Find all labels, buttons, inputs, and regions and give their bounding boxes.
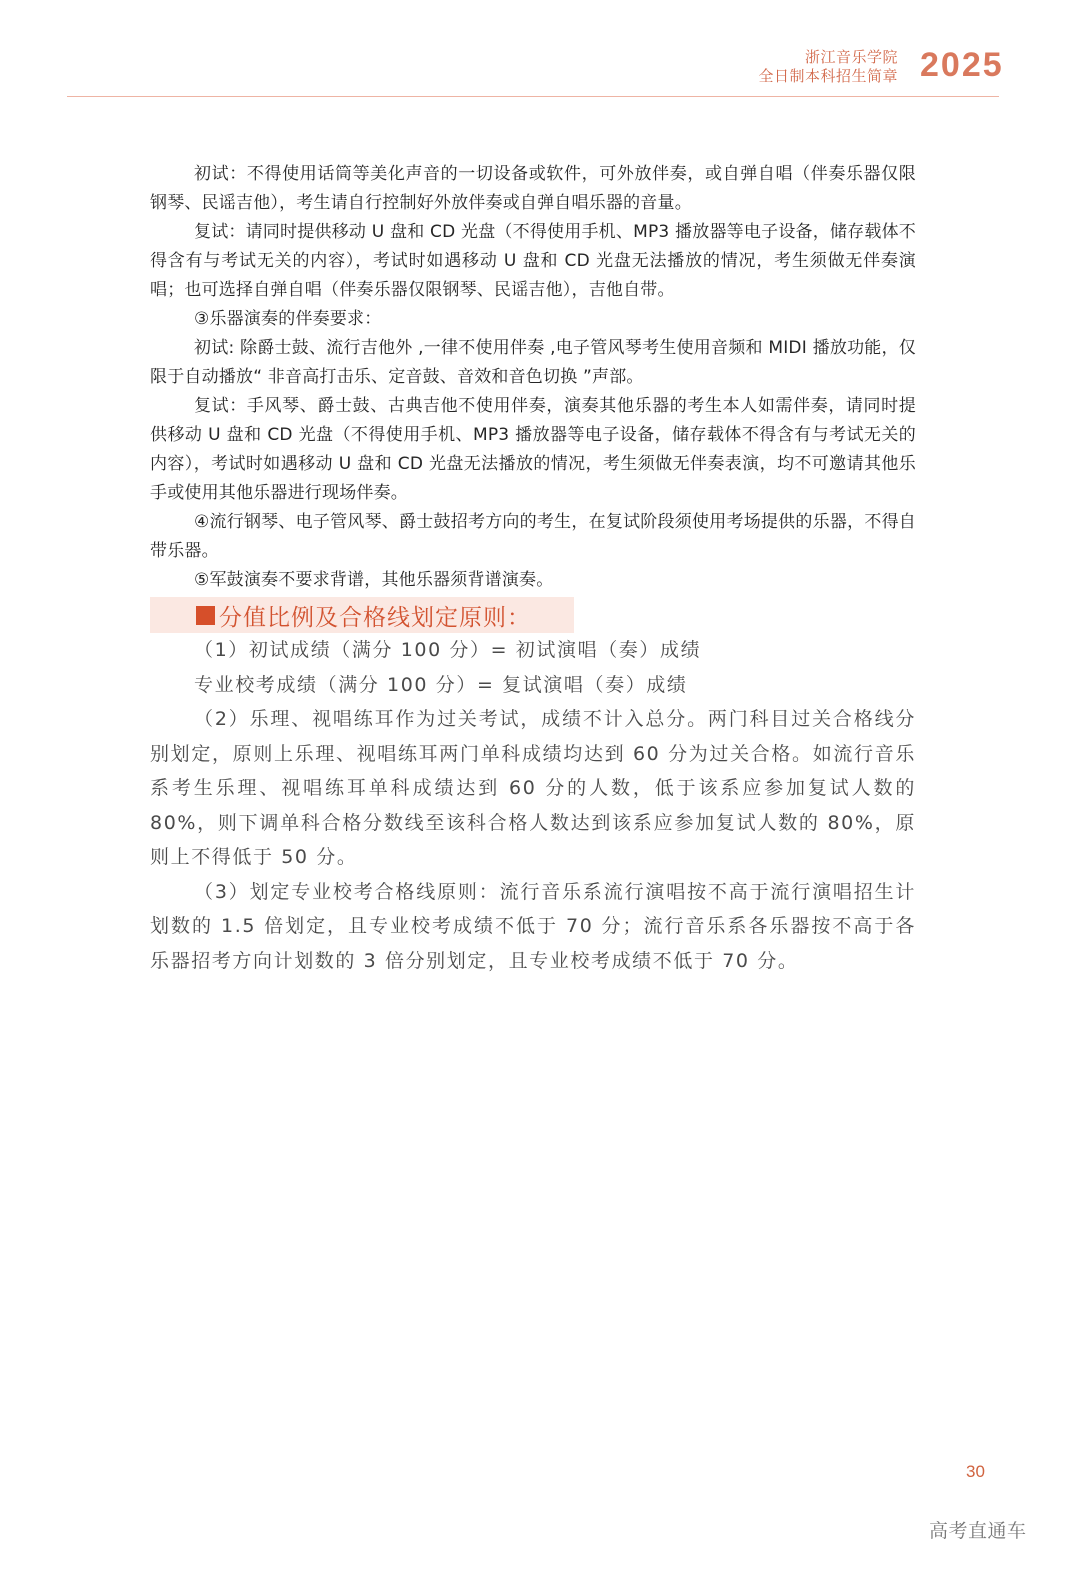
paragraph-theory-pass-line: （2）乐理、视唱练耳作为过关考试，成绩不计入总分。两门科目过关合格线分别划定，原则上乐理、视唱练耳两门单科成绩均达到 60 分为过关合格。如流行音乐系考生乐理、视唱练耳单科成绩达到 60 分的人数，低于该系应参加复试人数的 80%，则下调单科合格分数线至该科合格人数达到该系应参加复试人数的 80%，原则上不得低于 50 分。 [150,708,916,868]
paragraph-professional-score: 专业校考成绩（满分 100 分）= 复试演唱（奏）成绩 [194,673,688,696]
page-number: 30 [966,1462,985,1481]
scoring-rules [150,633,916,978]
header-year: 2025 [920,46,1004,84]
paragraph-retest-vocal: 复试：请同时提供移动 U 盘和 CD 光盘（不得使用手机、MP3 播放器等电子设备，储存载体不得含有与考试无关的内容），考试时如遇移动 U 盘和 CD 光盘无法播放的情况，考生须做无伴奏演唱；也可选择自弹自唱（伴奏乐器仅限钢琴、民谣吉他），吉他自带。 [150,222,916,300]
paragraph-pass-line-principle: （3）划定专业校考合格线原则：流行音乐系流行演唱按不高于流行演唱招生计划数的 1.5 倍划定，且专业校考成绩不低于 70 分；流行音乐系各乐器按不高于各乐器招考方向计划数的 3 倍分别划定，且专业校考成绩不低于 70 分。 [150,880,916,972]
section-heading [150,597,574,633]
section-heading-text: 分值比例及合格线划定原则： [219,604,531,631]
paragraph-memorization: ⑤军鼓演奏不要求背谱，其他乐器须背谱演奏。 [194,570,554,590]
paragraph-prelim-instrument: 初试: 除爵士鼓、流行吉他外 ,一律不使用伴奏 ,电子管风琴考生使用音频和 MIDI 播放功能，仅限于自动播放“ 非音高打击乐、定音鼓、音效和音色切换 ”声部。 [150,338,916,387]
paragraph-prelim-score: （1）初试成绩（满分 100 分）= 初试演唱（奏）成绩 [194,639,702,661]
paragraph-retest-instrument: 复试：手风琴、爵士鼓、古典吉他不使用伴奏，演奏其他乐器的考生本人如需伴奏，请同时提供移动 U 盘和 CD 光盘（不得使用手机、MP3 播放器等电子设备，储存载体不得含有与考试无关的内容），考试时如遇移动 U 盘和 CD 光盘无法播放的情况，考生须做无伴奏表演，均不可邀请其他乐手或使用其他乐器进行现场伴奏。 [150,396,916,503]
header-divider [67,96,999,97]
paragraph-prelim-vocal: 初试：不得使用话筒等美化声音的一切设备或软件，可外放伴奏，或自弹自唱（伴奏乐器仅限钢琴、民谣吉他），考生请自行控制好外放伴奏或自弹自唱乐器的音量。 [150,164,916,213]
watermark: 高考直通车 [929,1520,1027,1542]
square-bullet-icon [196,606,215,625]
paragraph-instrument-heading: ③乐器演奏的伴奏要求： [194,309,382,329]
institution-name: 浙江音乐学院 [804,48,898,66]
page-content [150,160,916,978]
paragraph-provided-instruments: ④流行钢琴、电子管风琴、爵士鼓招考方向的考生，在复试阶段须使用考场提供的乐器，不得自带乐器。 [150,512,916,561]
brochure-subtitle: 全日制本科招生简章 [758,67,898,85]
header-brand [758,48,898,86]
